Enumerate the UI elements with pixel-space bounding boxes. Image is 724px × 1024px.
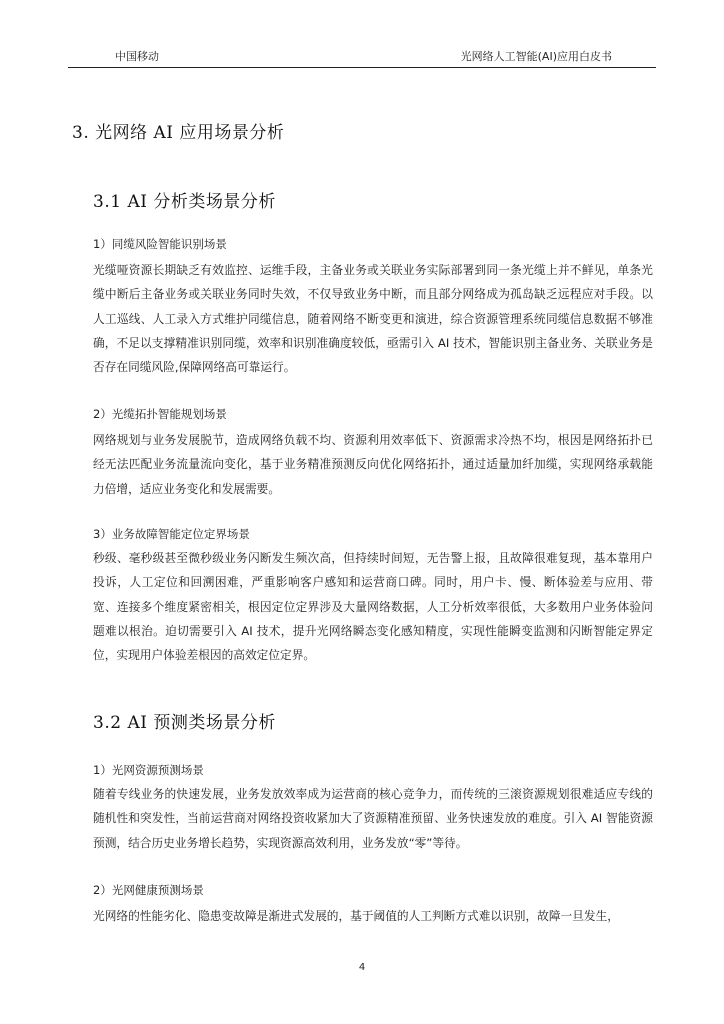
item-heading-fault-location: 3）业务故障智能定位定界场景 bbox=[93, 527, 250, 541]
item-body-health-prediction: 光网络的性能劣化、隐患变故障是渐进式发展的，基于阈值的人工判断方式难以识别，故障一旦发生， bbox=[93, 909, 619, 923]
section-heading: 3. 光网络 AI 应用场景分析 bbox=[72, 123, 285, 143]
subsection-heading-ai-analysis: 3.1 AI 分析类场景分析 bbox=[93, 192, 276, 212]
item-heading-health-prediction: 2）光网健康预测场景 bbox=[93, 883, 204, 897]
header-document-title: 光网络人工智能(AI)应用白皮书 bbox=[460, 50, 612, 63]
item-body-fault-location: 秒级、毫秒级甚至微秒级业务闪断发生频次高，但持续时间短，无告警上报，且故障很难复现，基本靠用户投诉，人工定位和回溯困难，严重影响客户感知和运营商口碑。同时，用户卡、慢、断体验差与应用、带宽、连接多个维度紧密相关，根因定位定界涉及大量网络数据，人工分析效率很低，大多数用户业务体验问题难以根治。迫切需要引入 AI 技术，提升光网络瞬态变化感知精度，实现性能瞬变监测和闪断智能定界定位，实现用户体验差根因的高效定位定界。 bbox=[93, 551, 653, 663]
page-number: 4 bbox=[358, 962, 366, 973]
item-heading-same-cable-risk: 1）同缆风险智能识别场景 bbox=[93, 237, 227, 251]
subsection-heading-ai-prediction: 3.2 AI 预测类场景分析 bbox=[93, 713, 276, 733]
item-body-same-cable-risk: 光缆哑资源长期缺乏有效监控、运维手段，主备业务或关联业务实际部署到同一条光缆上并不鲜见，单条光缆中断后主备业务或关联业务同时失效，不仅导致业务中断，而且部分网络成为孤岛缺乏远程应对手段。以人工巡线、人工录入方式维护同缆信息，随着网络不断变更和演进，综合资源管理系统同缆信息数据不够准确，不足以支撑精准识别同缆，效率和识别准确度较低，亟需引入 AI 技术，智能识别主备业务、关联业务是否存在同缆风险,保障网络高可靠运行。 bbox=[93, 263, 653, 375]
item-body-resource-prediction: 随着专线业务的快速发展，业务发放效率成为运营商的核心竞争力，而传统的三滚资源规划很难适应专线的随机性和突发性，当前运营商对网络投资收紧加大了资源精准预留、业务快速发放的难度。引入 AI 智能资源预测，结合历史业务增长趋势，实现资源高效利用，业务发放“零”等待。 bbox=[93, 787, 653, 850]
header-divider bbox=[68, 67, 656, 68]
item-heading-cable-topology: 2）光缆拓扑智能规划场景 bbox=[93, 407, 227, 421]
header-organization: 中国移动 bbox=[115, 50, 159, 63]
item-heading-resource-prediction: 1）光网资源预测场景 bbox=[93, 763, 204, 777]
item-body-cable-topology: 网络规划与业务发展脱节，造成网络负载不均、资源利用效率低下、资源需求冷热不均，根因是网络拓扑已经无法匹配业务流量流向变化，基于业务精准预测反向优化网络拓扑，通过适量加纤加缆，实现网络承载能力倍增，适应业务变化和发展需要。 bbox=[93, 433, 653, 496]
